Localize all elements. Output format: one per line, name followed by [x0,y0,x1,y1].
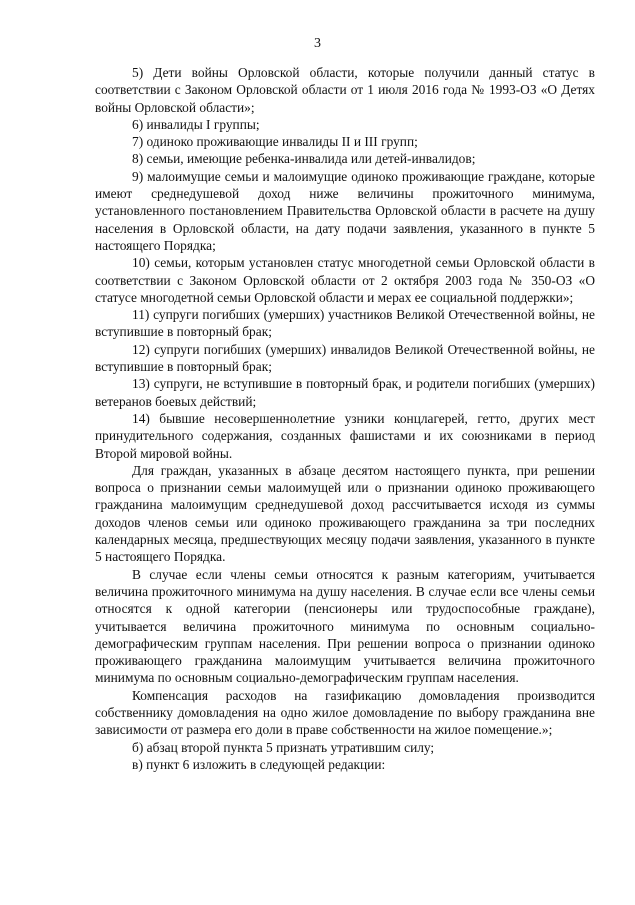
paragraph-subsistence-minimum: В случае если члены семьи относятся к разным категориям, учитывается величина прожиточного минимума на душу населения. В случае если все члены семьи относятся к одной категории (пенсионеры или трудоспособные граждане), учитывается величина прожиточного минимума по основным социально-демографическим группам населения. При решении вопроса о признании одиноко проживающего гражданина малоимущим учитывается величина прожиточного минимума по основным социально-демографическим группам населения. [95,566,595,686]
paragraph-compensation: Компенсация расходов на газификацию домовладения производится собственнику домовладения на одно жилое домовладение по выбору гражданина вне зависимости от размера его доли в праве собственности на жилое помещение.»; [95,687,595,738]
paragraph-item-10: 10) семьи, которым установлен статус многодетной семьи Орловской области в соответствии с Законом Орловской области от 2 октября 2003 года № 350-ОЗ «О статусе многодетной семьи Орловской области и мерах ее социальной поддержки»; [95,255,595,305]
paragraph-amendment-v: в) пункт 6 изложить в следующей редакции: [132,756,386,772]
paragraph-amendment-b: б) абзац второй пункта 5 признать утратившим силу; [132,739,435,755]
paragraph-item-12: 12) супруги погибших (умерших) инвалидов Великой Отечественной войны, не вступившие в повторный брак; [95,341,595,375]
paragraph-item-9: 9) малоимущие семьи и малоимущие одиноко проживающие граждане, которые имеют среднедушевой доход ниже величины прожиточного минимума, установленного постановлением Правительства Орловской области в расчете на душу населения в Орловской области, на дату подачи заявления, указанного в пункте 5 настоящего Порядка; [95,168,595,253]
paragraph-item-5: 5) Дети войны Орловской области, которые получили данный статус в соответствии с Законом Орловской области от 1 июля 2016 года № 1993-ОЗ «О Детях войны Орловской области»; [95,65,595,115]
paragraph-item-7: 7) одиноко проживающие инвалиды II и III групп; [132,134,418,150]
paragraph-income-calculation: Для граждан, указанных в абзаце десятом настоящего пункта, при решении вопроса о признании семьи малоимущей или о признании одиноко проживающего гражданина малоимущим среднедушевой доход рассчитывается исходя из суммы доходов членов семьи или одиноко проживающего гражданина за три последних календарных месяца, предшествующих месяцу подачи заявления, указанного в пункте 5 настоящего Порядка. [95,462,595,565]
paragraph-item-8: 8) семьи, имеющие ребенка-инвалида или детей-инвалидов; [132,151,476,167]
page-number: 3 [314,36,321,51]
paragraph-item-6: 6) инвалиды I группы; [132,116,260,132]
paragraph-item-11: 11) супруги погибших (умерших) участников Великой Отечественной войны, не вступившие в повторный брак; [95,307,595,340]
paragraph-item-14: 14) бывшие несовершеннолетние узники концлагерей, гетто, других мест принудительного содержания, созданных фашистами и их союзниками в период Второй мировой войны. [95,410,595,461]
paragraph-item-13: 13) супруги, не вступившие в повторный брак, и родители погибших (умерших) ветеранов боевых действий; [95,376,595,409]
document-body [95,64,595,773]
